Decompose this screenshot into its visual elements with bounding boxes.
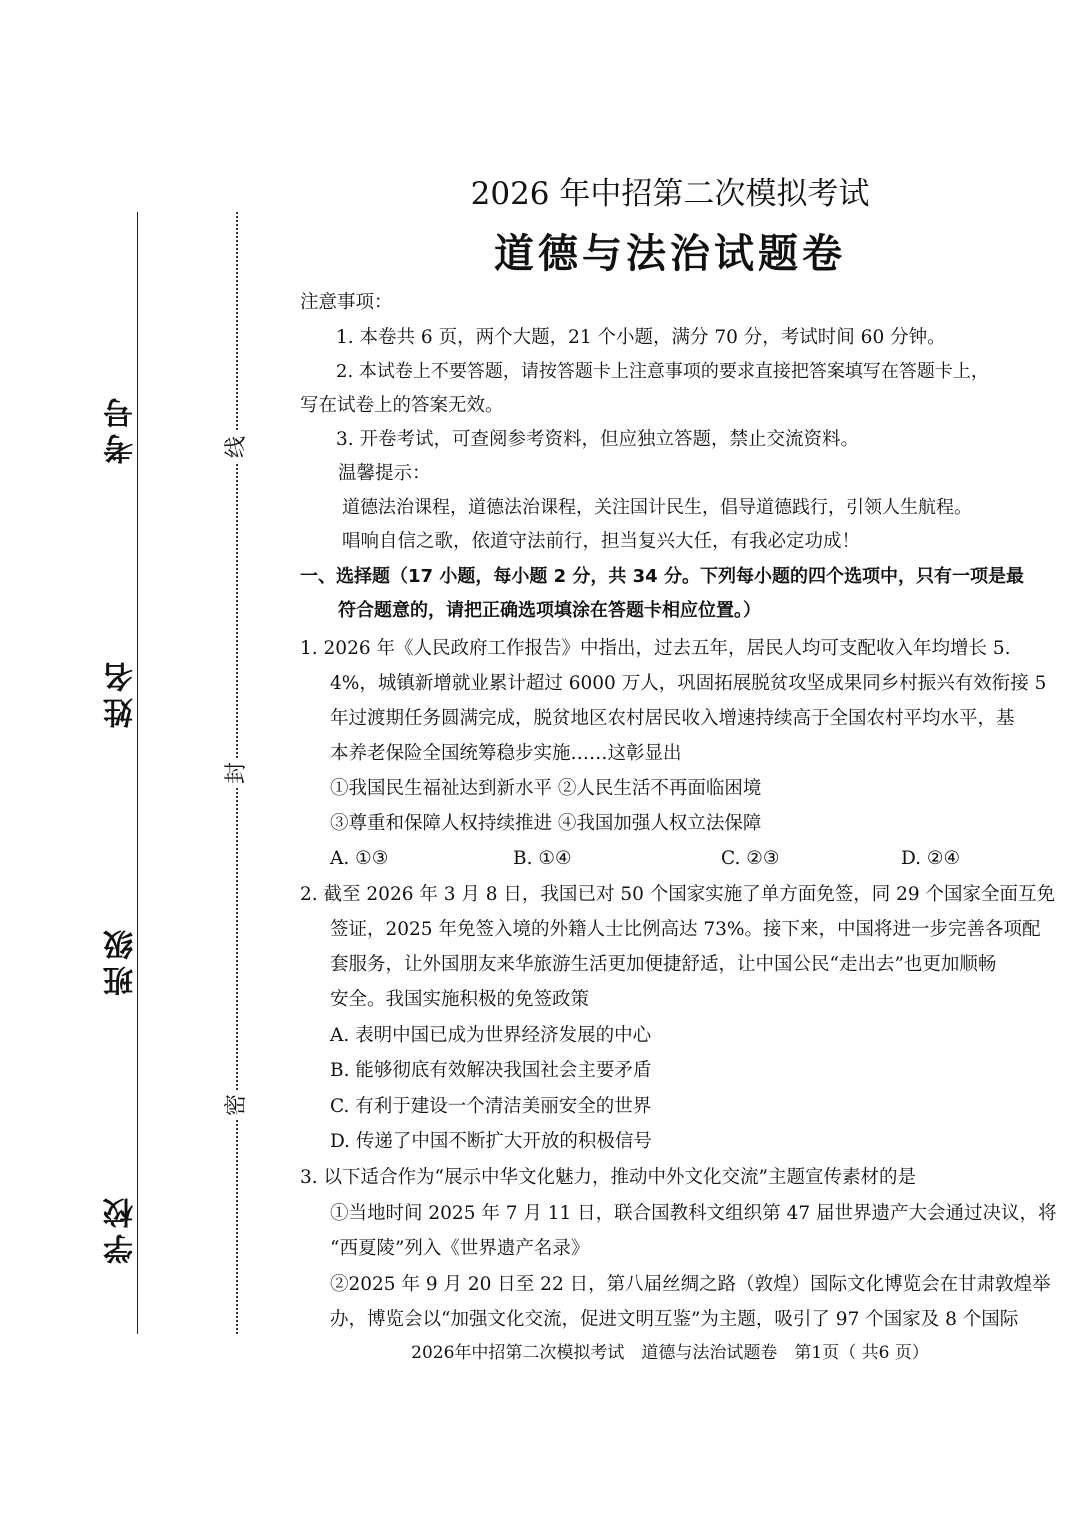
q1-statement: ①我国民生福祉达到新水平 ②人民生活不再面临困境 bbox=[330, 778, 762, 799]
q1-option-c: C. ②③ bbox=[721, 848, 780, 869]
q2-option-b: B. 能够彻底有效解决我国社会主要矛盾 bbox=[330, 1060, 652, 1081]
q2-option-d: D. 传递了中国不断扩大开放的积极信号 bbox=[330, 1131, 652, 1152]
q3-stem: 3. 以下适合作为“展示中华文化魅力，推动中外文化交流”主题宣传素材的是 bbox=[300, 1167, 916, 1188]
q3-statement: “西夏陵”列入《世界遗产名录》 bbox=[330, 1238, 590, 1259]
q3-statement: ②2025 年 9 月 20 日至 22 日，第八届丝绸之路（敦煌）国际文化博览会在甘肃敦煌举 bbox=[330, 1274, 1051, 1295]
field-label-class: 班级 bbox=[104, 924, 139, 996]
tips-heading: 温馨提示： bbox=[338, 463, 431, 484]
q2-stem: 安全。我国实施积极的免签政策 bbox=[330, 989, 590, 1010]
field-label-school: 学校 bbox=[104, 1192, 139, 1264]
seal-mark-secret: 密 bbox=[222, 1090, 252, 1120]
q1-stem: 4%，城镇新增就业累计超过 6000 万人，巩固拓展脱贫攻坚成果同乡村振兴有效衔接 5 bbox=[330, 673, 1047, 694]
section-heading: 一、选择题（17 小题，每小题 2 分，共 34 分。下列每小题的四个选项中，只有一项是最 bbox=[300, 566, 1024, 587]
q1-statement: ③尊重和保障人权持续推进 ④我国加强人权立法保障 bbox=[330, 813, 762, 834]
seal-mark-line: 线 bbox=[222, 432, 252, 462]
page-footer: 2026年中招第二次模拟考试 道德与法治试题卷 第1页（ 共6 页） bbox=[411, 1343, 929, 1363]
q1-option-a: A. ①③ bbox=[330, 848, 389, 869]
q1-stem: 年过渡期任务圆满完成，脱贫地区农村居民收入增速持续高于全国农村平均水平，基 bbox=[330, 708, 1015, 729]
q3-statement: 办，博览会以“加强文化交流，促进文明互鉴”为主题，吸引了 97 个国家及 8 个国际 bbox=[330, 1309, 1019, 1330]
q2-option-c: C. 有利于建设一个清洁美丽安全的世界 bbox=[330, 1096, 652, 1117]
notice-item: 2. 本试卷上不要答题，请按答题卡上注意事项的要求直接把答案填写在答题卡上， bbox=[336, 361, 989, 382]
q1-option-b: B. ①④ bbox=[513, 848, 572, 869]
paper-title: 道德与法治试题卷 bbox=[494, 231, 846, 277]
exam-title: 2026 年中招第二次模拟考试 bbox=[470, 176, 870, 212]
q2-stem: 套服务，让外国朋友来华旅游生活更加便捷舒适，让中国公民“走出去”也更加顺畅 bbox=[330, 954, 997, 975]
tips-line: 唱响自信之歌，依道守法前行，担当复兴大任，有我必定功成！ bbox=[342, 531, 861, 552]
seal-mark-seal: 封 bbox=[222, 758, 252, 788]
notice-item: 写在试卷上的答案无效。 bbox=[300, 395, 504, 416]
q1-stem: 本养老保险全国统筹稳步实施……这彰显出 bbox=[330, 743, 682, 764]
notice-item: 3. 开卷考试，可查阅参考资料，但应独立答题，禁止交流资料。 bbox=[336, 429, 860, 450]
tips-line: 道德法治课程，道德法治课程，关注国计民生，倡导道德践行，引领人生航程。 bbox=[342, 497, 972, 518]
q2-stem: 2. 截至 2026 年 3 月 8 日，我国已对 50 个国家实施了单方面免签，同 29 个国家全面互免 bbox=[300, 884, 1056, 905]
q2-stem: 签证，2025 年免签入境的外籍人士比例高达 73%。接下来，中国将进一步完善各项配 bbox=[330, 919, 1041, 940]
binding-solid-line bbox=[137, 212, 138, 1334]
section-heading: 符合题意的，请把正确选项填涂在答题卡相应位置。） bbox=[338, 600, 761, 621]
field-label-exam-number: 考号 bbox=[104, 392, 139, 464]
q2-option-a: A. 表明中国已成为世界经济发展的中心 bbox=[330, 1025, 652, 1046]
q1-option-d: D. ②④ bbox=[901, 848, 961, 869]
notice-heading: 注意事项： bbox=[300, 292, 393, 313]
notice-item: 1. 本卷共 6 页，两个大题，21 个小题，满分 70 分，考试时间 60 分钟。 bbox=[336, 327, 946, 348]
q3-statement: ①当地时间 2025 年 7 月 11 日，联合国教科文组织第 47 届世界遗产大会通过决议，将 bbox=[330, 1203, 1057, 1224]
q1-stem: 1. 2026 年《人民政府工作报告》中指出，过去五年，居民人均可支配收入年均增长 5. bbox=[300, 638, 1011, 659]
field-label-name: 姓名 bbox=[104, 656, 139, 728]
